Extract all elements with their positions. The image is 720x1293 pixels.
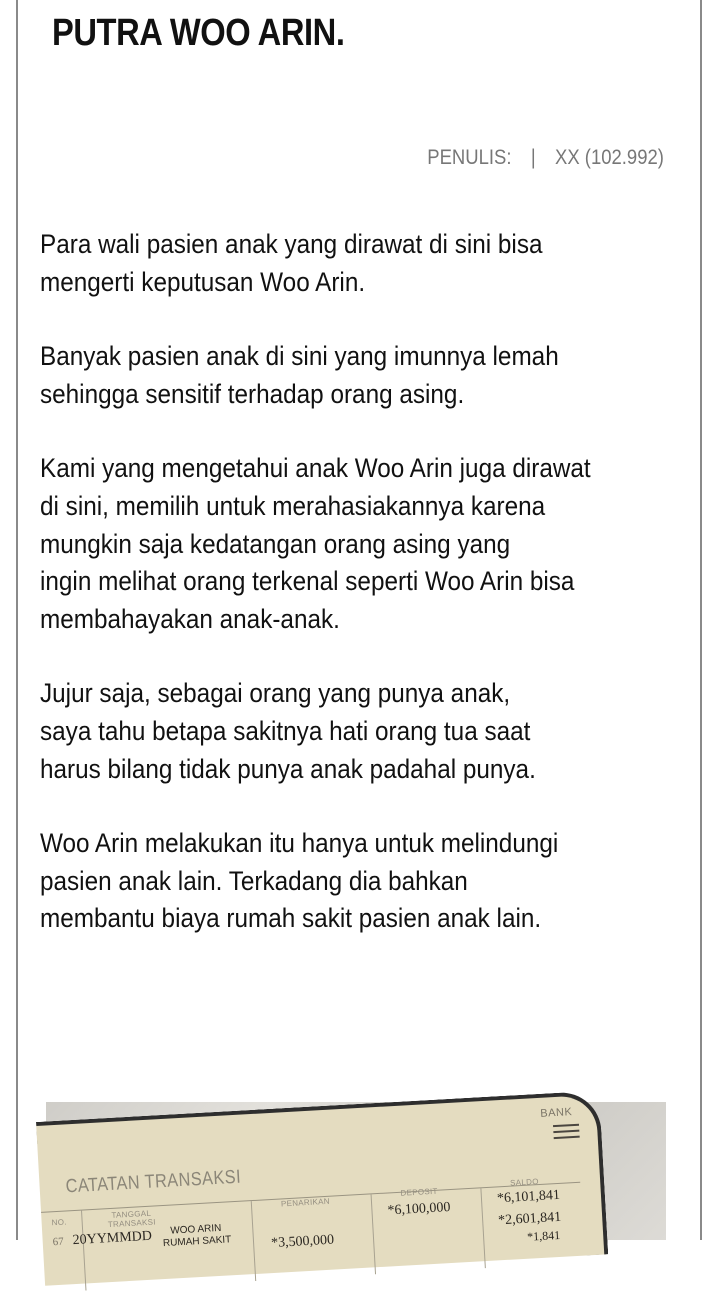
paragraph: [40, 338, 634, 413]
paragraph: [40, 825, 634, 938]
text-line: pasien anak lain. Terkadang dia bahkan: [40, 865, 468, 896]
column-divider: [251, 1201, 256, 1281]
author-byline: [427, 146, 664, 170]
passbook-page: [36, 1091, 608, 1286]
text-line: membahayakan anak-anak.: [40, 603, 340, 634]
page-title: PUTRA WOO ARIN.: [52, 12, 345, 54]
row-withdrawal: *3,500,000: [270, 1232, 335, 1252]
byline-label: PENULIS:: [427, 146, 512, 169]
article-body: [40, 226, 700, 975]
text-line: Banyak pasien anak di sini yang imunnya lemah: [40, 341, 559, 372]
bank-menu-icon: [553, 1124, 580, 1143]
column-divider: [480, 1188, 485, 1268]
text-line: membantu biaya rumah sakit pasien anak lain.: [40, 903, 542, 934]
row-no: 67: [52, 1235, 65, 1249]
row-date: 20YYMMDD: [72, 1228, 153, 1249]
text-line: ingin melihat orang terkenal seperti Woo Arin bisa: [40, 566, 575, 597]
text-line: Jujur saja, sebagai orang yang punya anak,: [40, 678, 511, 709]
text-line: saya tahu betapa sakitnya hati orang tua saat: [40, 715, 531, 746]
column-header-deposit: DEPOSIT: [400, 1186, 438, 1198]
passbook-table: [41, 1177, 585, 1293]
text-line: Kami yang mengetahui anak Woo Arin juga dirawat: [40, 453, 591, 484]
text-line: di sini, memilih untuk merahasiakannya karena: [40, 490, 546, 521]
byline-author: XX (102.992): [555, 146, 664, 169]
row-balance-2: *2,601,841: [497, 1209, 562, 1229]
column-header-date: TANGGAL TRANSAKSI: [107, 1208, 157, 1230]
text-line: mungkin saja kedatangan orang asing yang: [40, 528, 511, 559]
row-desc-name: WOO ARIN: [169, 1222, 222, 1237]
bank-passbook-illustration: [46, 1102, 666, 1252]
column-divider: [371, 1194, 376, 1274]
column-header-withdrawal: PENARIKAN: [280, 1196, 331, 1209]
column-header-no: NO.: [51, 1217, 68, 1228]
paragraph: [40, 675, 634, 788]
paragraph: [40, 450, 634, 638]
paragraph: [40, 226, 634, 301]
column-header-balance: SALDO: [509, 1177, 539, 1188]
row-deposit: *6,100,000: [387, 1200, 451, 1219]
text-line: Para wali pasien anak yang dirawat di sini bisa: [40, 229, 543, 259]
text-line: mengerti keputusan Woo Arin.: [40, 266, 366, 297]
text-line: sehingga sensitif terhadap orang asing.: [40, 378, 465, 409]
text-line: Woo Arin melakukan itu hanya untuk melindungi: [40, 828, 559, 859]
row-balance-1: *6,101,841: [496, 1187, 561, 1207]
row-desc-hospital: RUMAH SAKIT: [162, 1234, 232, 1250]
column-divider: [81, 1211, 86, 1291]
passbook-bank-label: BANK: [540, 1106, 573, 1120]
passbook-title: CATATAN TRANSAKSI: [65, 1166, 242, 1198]
text-line: harus bilang tidak punya anak padahal punya.: [40, 753, 536, 784]
row-balance-3: *1,841: [526, 1227, 561, 1244]
byline-separator: |: [530, 146, 536, 169]
